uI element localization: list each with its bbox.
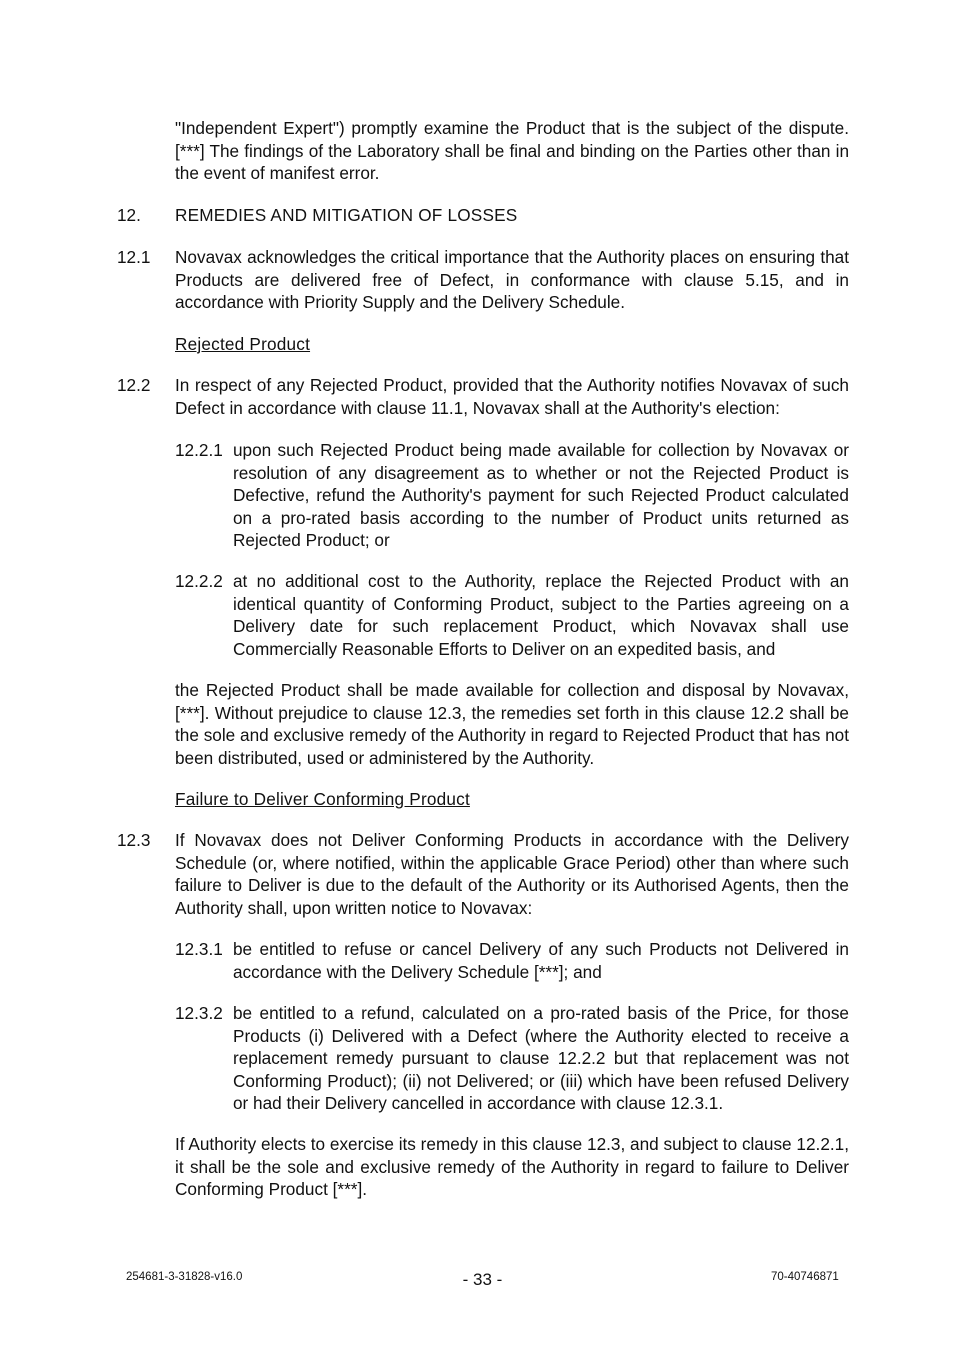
footer-reference: 70-40746871 xyxy=(771,1271,839,1283)
clause-12-2-2-text: at no additional cost to the Authority, replace the Rejected Product with an identical quantity of Conforming Product, subject to the Parties agreeing on a Delivery date for such replacement Product, which Novavax shall use Commercially Reasonable Efforts to Deliver on an expedited basis, and xyxy=(233,571,849,659)
clause-number-12-2-1: 12.2.1 xyxy=(175,440,223,460)
clause-number-12-1: 12.1 xyxy=(117,247,151,267)
clause-12-2-tail: the Rejected Product shall be made available for collection and disposal by Novavax, [***]. Without prejudice to clause 12.3, the remedies set forth in this clause 12.2 shall be the sole and exclusive remedy of the Authority in regard to Rejected Product that has not been distributed, used or administered by the Authority. xyxy=(175,680,849,768)
subheading-rejected-product: Rejected Product xyxy=(175,334,311,354)
section-title: REMEDIES AND MITIGATION OF LOSSES xyxy=(175,205,518,225)
intro-paragraph: "Independent Expert") promptly examine the Product that is the subject of the dispute. [***] The findings of the Laboratory shall be final and binding on the Parties other than in the event of manifest error. xyxy=(175,118,849,183)
clause-number-12-2: 12.2 xyxy=(117,375,151,395)
clause-12-3-1-text: be entitled to refuse or cancel Delivery of any such Products not Delivered in accordance with the Delivery Schedule [***]; and xyxy=(233,939,849,982)
clause-number-12-3: 12.3 xyxy=(117,830,151,850)
clause-number-12-2-2: 12.2.2 xyxy=(175,571,223,591)
clause-12-3-text: If Novavax does not Deliver Conforming Products in accordance with the Delivery Schedule (or, where notified, within the applicable Grace Period) other than where such failure to Deliver is due to the default of the Authority or its Authorised Agents, then the Authority shall, upon written notice to Novavax: xyxy=(175,830,849,918)
clause-12-3-2-text: be entitled to a refund, calculated on a pro-rated basis of the Price, for those Products (i) Delivered with a Defect (where the Authority elected to receive a replacement remedy pursuant to clause 12.2.2 but that replacement was not Conforming Product); (ii) not Delivered; or (iii) which have been refused Delivery or had their Delivery cancelled in accordance with clause 12.3.1. xyxy=(233,1003,849,1113)
clause-number-12-3-2: 12.3.2 xyxy=(175,1003,223,1023)
page-number: - 33 - xyxy=(462,1270,503,1289)
clause-12-1-text: Novavax acknowledges the critical importance that the Authority places on ensuring that Products are delivered free of Defect, in conformance with clause 5.15, and in accordance with Priority Supply and the Delivery Schedule. xyxy=(175,247,849,312)
clause-12-2-text: In respect of any Rejected Product, provided that the Authority notifies Novavax of such Defect in accordance with clause 11.1, Novavax shall at the Authority's election: xyxy=(175,375,849,418)
clause-number-12-3-1: 12.3.1 xyxy=(175,939,223,959)
subheading-failure-to-deliver: Failure to Deliver Conforming Product xyxy=(175,789,470,809)
footer-document-id: 254681-3-31828-v16.0 xyxy=(126,1271,243,1283)
clause-12-3-tail: If Authority elects to exercise its remedy in this clause 12.3, and subject to clause 12.2.1, it shall be the sole and exclusive remedy of the Authority in regard to failure to Deliver Conforming Product [***]. xyxy=(175,1134,849,1199)
clause-12-2-1-text: upon such Rejected Product being made available for collection by Novavax or resolution of any disagreement as to whether or not the Rejected Product is Defective, refund the Authority's payment for such Rejected Product calculated on a pro-rated basis according to the number of Product units returned as Rejected Product; or xyxy=(233,440,849,550)
section-number: 12. xyxy=(117,205,141,225)
